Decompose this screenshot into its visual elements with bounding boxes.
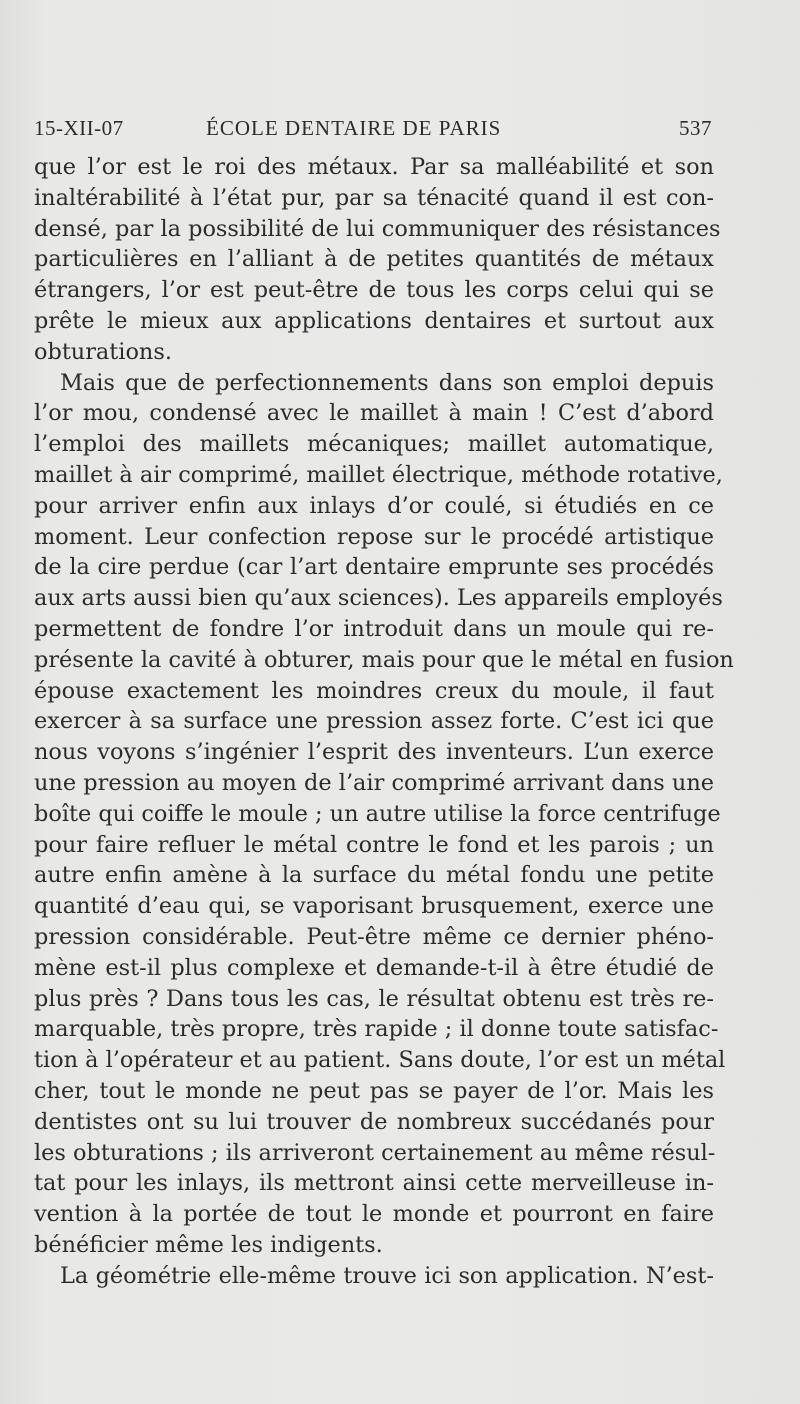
text-line: prête le mieux aux applications dentaires et surtout aux — [34, 307, 714, 334]
text-line: La géométrie elle-même trouve ici son application. N’est- — [60, 1262, 714, 1289]
text-line: nous voyons s’ingénier l’esprit des inventeurs. L’un exerce — [34, 739, 714, 766]
text-line: marquable, très propre, très rapide ; il donne toute satisfac- — [34, 1016, 719, 1043]
text-line: dentistes ont su lui trouver de nombreux succédanés pour — [34, 1108, 714, 1135]
text-line: épouse exactement les moindres creux du moule, il faut — [34, 677, 714, 704]
text-line: permettent de fondre l’or introduit dans un moule qui re- — [34, 615, 714, 642]
header-date: 15-XII-07 — [34, 116, 124, 140]
text-line: quantité d’eau qui, se vaporisant brusquement, exerce une — [34, 893, 714, 920]
text-line: obturations. — [34, 338, 172, 365]
text-line: inaltérabilité à l’état pur, par sa ténacité quand il est con- — [34, 184, 714, 211]
text-line: tion à l’opérateur et au patient. Sans doute, l’or est un métal — [34, 1047, 726, 1074]
text-line: que l’or est le roi des métaux. Par sa malléabilité et son — [34, 154, 714, 180]
text-line: les obturations ; ils arriveront certainement au même résul- — [34, 1139, 716, 1166]
text-line: Mais que de perfectionnements dans son emploi depuis — [60, 369, 714, 396]
body-text — [34, 152, 734, 1291]
text-line: densé, par la possibilité de lui communiquer des résistances — [34, 215, 721, 242]
text-line: cher, tout le monde ne peut pas se payer de l’or. Mais les — [34, 1077, 714, 1104]
text-line: l’emploi des maillets mécaniques; maillet automatique, — [34, 431, 714, 458]
text-line: autre enfin amène à la surface du métal fondu une petite — [34, 862, 714, 889]
text-line: exercer à sa surface une pression assez forte. C’est ici que — [34, 708, 714, 735]
text-line: vention à la portée de tout le monde et pourront en faire — [34, 1201, 714, 1228]
text-line: plus près ? Dans tous les cas, le résultat obtenu est très re- — [34, 985, 714, 1012]
header-title: ÉCOLE DENTAIRE DE PARIS — [206, 116, 502, 140]
text-line: de la cire perdue (car l’art dentaire emprunte ses procédés — [34, 554, 714, 581]
text-line: tat pour les inlays, ils mettront ainsi cette merveilleuse in- — [34, 1170, 714, 1197]
text-line: bénéficier même les indigents. — [34, 1231, 383, 1258]
text-line: mène est-il plus complexe et demande-t-il à être étudié de — [34, 954, 714, 981]
page-number: 537 — [679, 116, 712, 140]
text-line: pour faire refluer le métal contre le fond et les parois ; un — [34, 831, 714, 858]
text-line: boîte qui coiffe le moule ; un autre utilise la force centrifuge — [34, 800, 721, 827]
text-line: étrangers, l’or est peut-être de tous les corps celui qui se — [34, 277, 714, 304]
text-line: maillet à air comprimé, maillet électrique, méthode rotative, — [34, 461, 723, 488]
text-line: pression considérable. Peut-être même ce dernier phéno- — [34, 923, 714, 950]
running-header — [34, 116, 712, 146]
text-line: une pression au moyen de l’air comprimé arrivant dans une — [34, 769, 714, 796]
text-line: pour arriver enfin aux inlays d’or coulé, si étudiés en ce — [34, 492, 714, 519]
text-line: particulières en l’alliant à de petites quantités de métaux — [34, 246, 714, 273]
text-line: moment. Leur confection repose sur le procédé artistique — [34, 523, 714, 550]
text-line: présente la cavité à obturer, mais pour que le métal en fusion — [34, 646, 734, 673]
text-line: aux arts aussi bien qu’aux sciences). Les appareils employés — [34, 585, 723, 612]
text-line: l’or mou, condensé avec le maillet à main ! C’est d’abord — [34, 400, 714, 427]
